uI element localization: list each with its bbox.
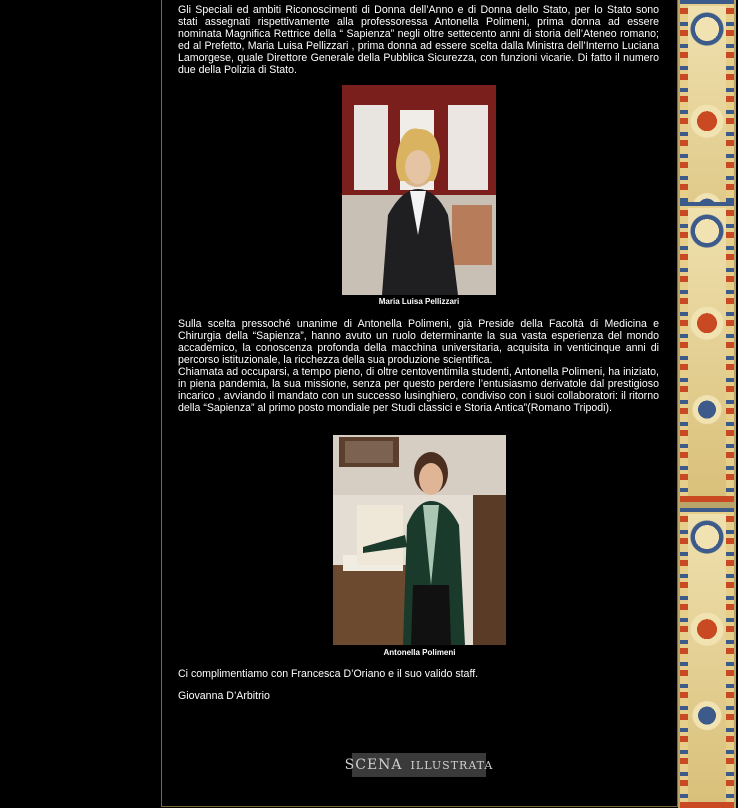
paragraph-text: Sulla scelta pressoché unanime di Antonella Polimeni, già Preside della Facoltà di Medicina e Chirurgia della “Sapienza”, hanno avuto un ruolo determinante la sua vasta esperienza del mondo accademico, la conoscenza profonda della macchina universitaria, acquisita in venticinque anni di percorso istituzionale, la ricchezza della sua produzione scientifica. (178, 318, 659, 366)
decorative-border (678, 0, 736, 808)
photo-caption: Maria Luisa Pellizzari (378, 297, 460, 306)
scena-illustrata-logo[interactable] (344, 753, 494, 777)
photo-pellizzari (342, 85, 496, 295)
photo-polimeni (333, 435, 506, 645)
logo-text-left: SCENA (344, 757, 403, 773)
logo-text-right: ILLUSTRATA (410, 758, 494, 772)
article-paragraph-2 (178, 318, 659, 414)
closing-line: Ci complimentiamo con Francesca D’Oriano e il suo valido staff. (178, 668, 479, 680)
ornament-tile (680, 508, 734, 808)
photo-figure-pellizzari (342, 85, 496, 307)
paragraph-text: Chiamata ad occuparsi, a tempo pieno, di oltre centoventimila studenti, Antonella Polimeni, ha iniziato, in piena pandemia, la sua missione, senza per questo perdere l’entusiasmo derivatole dal prestigioso incarico , avviando il mandato con un successo lusinghiero, condiviso con i suoi collaboratori: il ritorno della “Sapienza” al primo posto mondiale per Studi classici e Storia Antica”(Romano Tripodi). (178, 366, 659, 414)
ornament-tile (680, 202, 734, 502)
photo-figure-polimeni (333, 435, 506, 659)
photo-caption: Antonella Polimeni (383, 648, 456, 657)
article-paragraph-1 (178, 4, 659, 76)
paragraph-text: Gli Speciali ed ambiti Riconoscimenti di Donna dell’Anno e di Donna dello Stato, per lo Stato sono stati assegnati rispettivamente alla professoressa Antonella Polimeni, prima donna ad essere nominata Magnifica Rettrice della “ Sapienza” negli oltre settecento anni di storia dell’Ateneo romano; ed al Prefetto, Maria Luisa Pellizzari , prima donna ad essere scelta dalla Ministra dell’Interno Luciana Lamorgese, quale Direttore Generale della Pubblica Sicurezza, con funzioni vicarie. Di fatto il numero due della Polizia di Stato. (178, 4, 659, 76)
signature: Giovanna D’Arbitrio (178, 690, 270, 702)
